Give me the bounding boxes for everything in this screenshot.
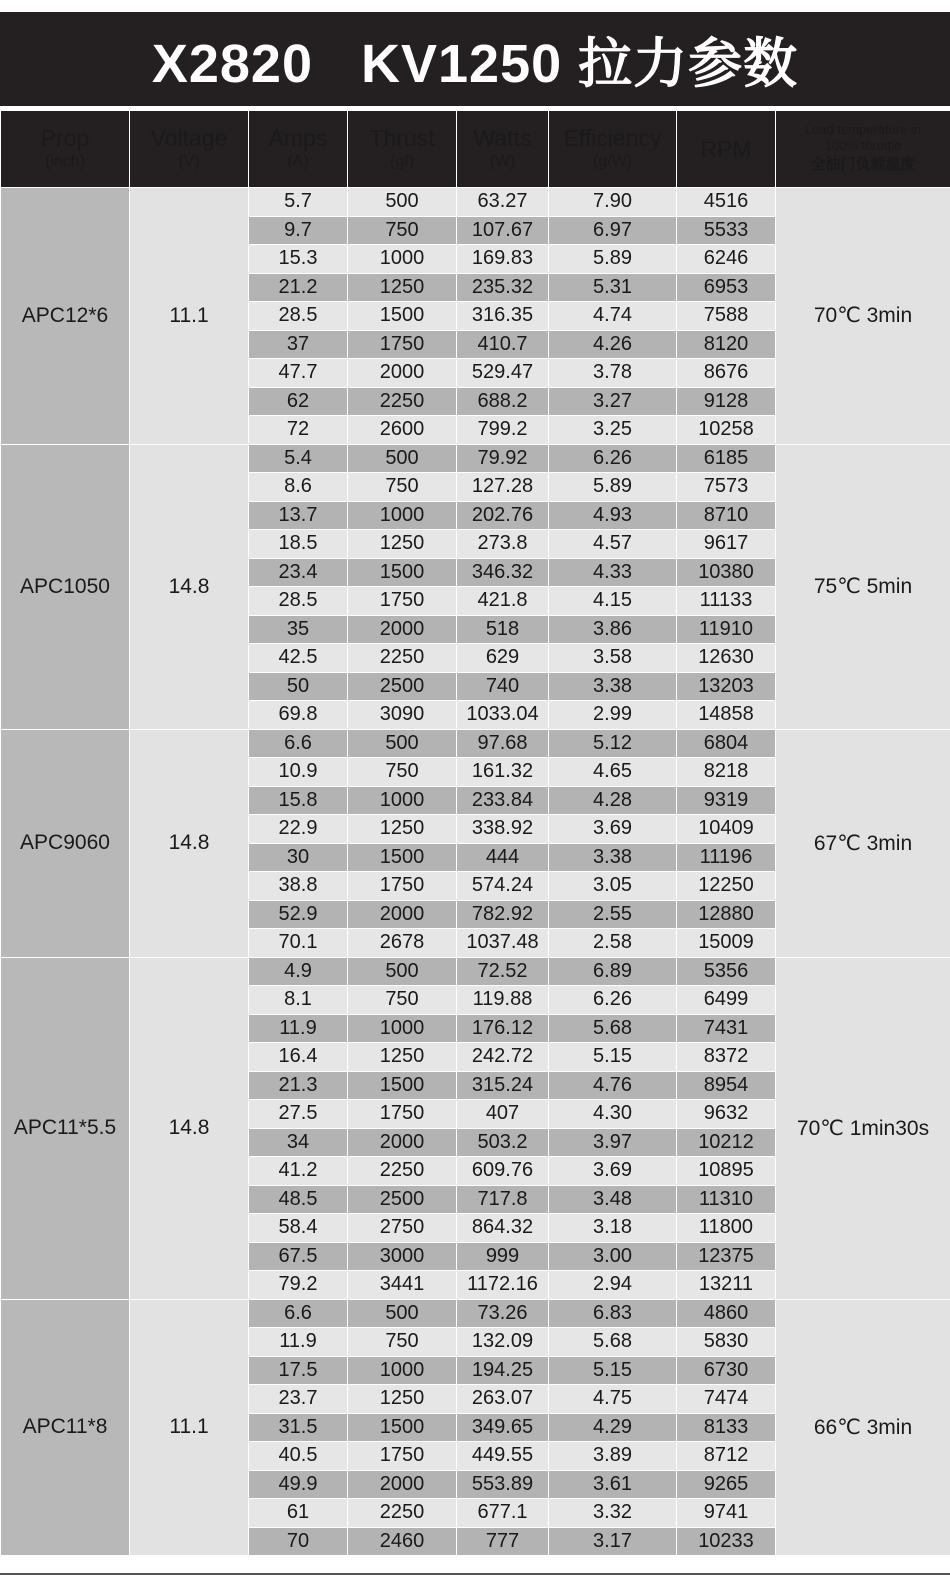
amps-cell: 16.4 xyxy=(249,1043,348,1072)
thrust-cell: 1500 xyxy=(348,1413,457,1442)
thrust-cell: 1750 xyxy=(348,1442,457,1471)
header-prop-unit: (inch) xyxy=(44,153,85,170)
watts-cell: 740 xyxy=(457,672,549,701)
header-prop xyxy=(1,111,130,188)
thrust-cell: 1000 xyxy=(348,786,457,815)
amps-cell: 48.5 xyxy=(249,1185,348,1214)
efficiency-cell: 3.38 xyxy=(549,843,677,872)
amps-cell: 40.5 xyxy=(249,1442,348,1471)
load-temperature-cell: 75℃ 5min xyxy=(776,444,950,729)
efficiency-cell: 3.18 xyxy=(549,1214,677,1243)
amps-cell: 47.7 xyxy=(249,359,348,388)
thrust-cell: 1750 xyxy=(348,330,457,359)
header-load-en-line2: 100% throttle xyxy=(824,138,902,153)
thrust-cell: 500 xyxy=(348,957,457,986)
amps-cell: 41.2 xyxy=(249,1157,348,1186)
watts-cell: 107.67 xyxy=(457,216,549,245)
efficiency-cell: 3.69 xyxy=(549,1157,677,1186)
thrust-cell: 2000 xyxy=(348,1470,457,1499)
rpm-cell: 9128 xyxy=(677,387,776,416)
thrust-cell: 750 xyxy=(348,1328,457,1357)
thrust-cell: 1000 xyxy=(348,1356,457,1385)
watts-cell: 233.84 xyxy=(457,786,549,815)
thrust-cell: 750 xyxy=(348,216,457,245)
prop-cell: APC11*8 xyxy=(1,1299,130,1556)
watts-cell: 629 xyxy=(457,644,549,673)
voltage-cell: 14.8 xyxy=(130,957,249,1299)
watts-cell: 609.76 xyxy=(457,1157,549,1186)
efficiency-cell: 2.58 xyxy=(549,929,677,958)
header-thrust xyxy=(348,111,457,188)
efficiency-cell: 5.89 xyxy=(549,473,677,502)
rpm-cell: 4860 xyxy=(677,1299,776,1328)
amps-cell: 23.4 xyxy=(249,558,348,587)
watts-cell: 864.32 xyxy=(457,1214,549,1243)
efficiency-cell: 3.32 xyxy=(549,1499,677,1528)
efficiency-cell: 4.29 xyxy=(549,1413,677,1442)
efficiency-cell: 6.26 xyxy=(549,444,677,473)
thrust-cell: 1500 xyxy=(348,558,457,587)
efficiency-cell: 4.57 xyxy=(549,530,677,559)
thrust-cell: 2500 xyxy=(348,1185,457,1214)
watts-cell: 503.2 xyxy=(457,1128,549,1157)
efficiency-cell: 3.89 xyxy=(549,1442,677,1471)
thrust-cell: 3000 xyxy=(348,1242,457,1271)
watts-cell: 688.2 xyxy=(457,387,549,416)
efficiency-cell: 4.75 xyxy=(549,1385,677,1414)
amps-cell: 4.9 xyxy=(249,957,348,986)
watts-cell: 677.1 xyxy=(457,1499,549,1528)
rpm-cell: 10233 xyxy=(677,1527,776,1556)
table-body xyxy=(1,188,950,1556)
watts-cell: 444 xyxy=(457,843,549,872)
watts-cell: 316.35 xyxy=(457,302,549,331)
amps-cell: 38.8 xyxy=(249,872,348,901)
watts-cell: 782.92 xyxy=(457,900,549,929)
header-watts xyxy=(457,111,549,188)
thrust-cell: 1750 xyxy=(348,587,457,616)
thrust-cell: 1750 xyxy=(348,872,457,901)
amps-cell: 58.4 xyxy=(249,1214,348,1243)
prop-cell: APC12*6 xyxy=(1,188,130,445)
amps-cell: 22.9 xyxy=(249,815,348,844)
rpm-cell: 7573 xyxy=(677,473,776,502)
rpm-cell: 13203 xyxy=(677,672,776,701)
efficiency-cell: 6.26 xyxy=(549,986,677,1015)
efficiency-cell: 3.00 xyxy=(549,1242,677,1271)
rpm-cell: 10258 xyxy=(677,416,776,445)
thrust-cell: 2678 xyxy=(348,929,457,958)
amps-cell: 70 xyxy=(249,1527,348,1556)
rpm-cell: 9319 xyxy=(677,786,776,815)
watts-cell: 235.32 xyxy=(457,273,549,302)
rpm-cell: 14858 xyxy=(677,701,776,730)
efficiency-cell: 3.38 xyxy=(549,672,677,701)
efficiency-cell: 5.12 xyxy=(549,729,677,758)
header-thrust-unit: (gf) xyxy=(390,153,414,170)
amps-cell: 61 xyxy=(249,1499,348,1528)
watts-cell: 161.32 xyxy=(457,758,549,787)
amps-cell: 18.5 xyxy=(249,530,348,559)
rpm-cell: 8676 xyxy=(677,359,776,388)
thrust-cell: 2500 xyxy=(348,672,457,701)
rpm-cell: 8218 xyxy=(677,758,776,787)
watts-cell: 529.47 xyxy=(457,359,549,388)
efficiency-cell: 6.83 xyxy=(549,1299,677,1328)
rpm-cell: 8133 xyxy=(677,1413,776,1442)
header-efficiency xyxy=(549,111,677,188)
amps-cell: 52.9 xyxy=(249,900,348,929)
voltage-cell: 14.8 xyxy=(130,729,249,957)
rpm-cell: 10380 xyxy=(677,558,776,587)
watts-cell: 273.8 xyxy=(457,530,549,559)
voltage-cell: 14.8 xyxy=(130,444,249,729)
thrust-cell: 750 xyxy=(348,986,457,1015)
watts-cell: 63.27 xyxy=(457,188,549,217)
watts-cell: 194.25 xyxy=(457,1356,549,1385)
header-prop-label: Prop xyxy=(40,125,90,151)
watts-cell: 263.07 xyxy=(457,1385,549,1414)
rpm-cell: 5533 xyxy=(677,216,776,245)
watts-cell: 717.8 xyxy=(457,1185,549,1214)
efficiency-cell: 3.58 xyxy=(549,644,677,673)
efficiency-cell: 4.15 xyxy=(549,587,677,616)
thrust-cell: 1250 xyxy=(348,530,457,559)
amps-cell: 5.4 xyxy=(249,444,348,473)
efficiency-cell: 3.05 xyxy=(549,872,677,901)
efficiency-cell: 3.27 xyxy=(549,387,677,416)
thrust-cell: 3441 xyxy=(348,1271,457,1300)
efficiency-cell: 4.76 xyxy=(549,1071,677,1100)
rpm-cell: 13211 xyxy=(677,1271,776,1300)
rpm-cell: 11310 xyxy=(677,1185,776,1214)
rpm-cell: 12880 xyxy=(677,900,776,929)
header-row xyxy=(1,111,950,188)
amps-cell: 17.5 xyxy=(249,1356,348,1385)
header-watts-label: Watts xyxy=(473,125,532,151)
thrust-cell: 1500 xyxy=(348,1071,457,1100)
efficiency-cell: 5.15 xyxy=(549,1043,677,1072)
table-row xyxy=(1,188,950,217)
amps-cell: 21.3 xyxy=(249,1071,348,1100)
efficiency-cell: 7.90 xyxy=(549,188,677,217)
efficiency-cell: 4.30 xyxy=(549,1100,677,1129)
header-load-temperature xyxy=(776,111,950,188)
amps-cell: 6.6 xyxy=(249,1299,348,1328)
thrust-cell: 500 xyxy=(348,729,457,758)
amps-cell: 9.7 xyxy=(249,216,348,245)
watts-cell: 553.89 xyxy=(457,1470,549,1499)
thrust-cell: 2000 xyxy=(348,900,457,929)
rpm-cell: 11133 xyxy=(677,587,776,616)
efficiency-cell: 3.97 xyxy=(549,1128,677,1157)
thrust-data-table xyxy=(0,110,950,1556)
thrust-cell: 1000 xyxy=(348,501,457,530)
watts-cell: 449.55 xyxy=(457,1442,549,1471)
rpm-cell: 6499 xyxy=(677,986,776,1015)
rpm-cell: 11196 xyxy=(677,843,776,872)
rpm-cell: 12375 xyxy=(677,1242,776,1271)
amps-cell: 8.6 xyxy=(249,473,348,502)
amps-cell: 15.8 xyxy=(249,786,348,815)
watts-cell: 777 xyxy=(457,1527,549,1556)
amps-cell: 50 xyxy=(249,672,348,701)
rpm-cell: 4516 xyxy=(677,188,776,217)
amps-cell: 42.5 xyxy=(249,644,348,673)
thrust-cell: 1250 xyxy=(348,1385,457,1414)
amps-cell: 34 xyxy=(249,1128,348,1157)
amps-cell: 23.7 xyxy=(249,1385,348,1414)
thrust-cell: 2250 xyxy=(348,644,457,673)
efficiency-cell: 5.68 xyxy=(549,1014,677,1043)
load-temperature-cell: 67℃ 3min xyxy=(776,729,950,957)
amps-cell: 21.2 xyxy=(249,273,348,302)
watts-cell: 574.24 xyxy=(457,872,549,901)
thrust-cell: 2000 xyxy=(348,615,457,644)
thrust-cell: 3090 xyxy=(348,701,457,730)
thrust-cell: 500 xyxy=(348,444,457,473)
amps-cell: 70.1 xyxy=(249,929,348,958)
thrust-cell: 1000 xyxy=(348,1014,457,1043)
rpm-cell: 8954 xyxy=(677,1071,776,1100)
thrust-cell: 750 xyxy=(348,473,457,502)
header-amps xyxy=(249,111,348,188)
amps-cell: 8.1 xyxy=(249,986,348,1015)
efficiency-cell: 5.31 xyxy=(549,273,677,302)
page-title: X2820 KV1250 拉力参数 xyxy=(0,12,950,106)
amps-cell: 69.8 xyxy=(249,701,348,730)
efficiency-cell: 2.94 xyxy=(549,1271,677,1300)
rpm-cell: 8372 xyxy=(677,1043,776,1072)
table-row xyxy=(1,1299,950,1328)
voltage-cell: 11.1 xyxy=(130,1299,249,1556)
efficiency-cell: 3.69 xyxy=(549,815,677,844)
header-voltage-unit: (V) xyxy=(178,153,200,170)
amps-cell: 30 xyxy=(249,843,348,872)
amps-cell: 11.9 xyxy=(249,1014,348,1043)
header-voltage-label: Voltage xyxy=(150,125,228,151)
amps-cell: 10.9 xyxy=(249,758,348,787)
header-voltage xyxy=(130,111,249,188)
thrust-cell: 1250 xyxy=(348,273,457,302)
header-rpm-label: RPM xyxy=(700,136,752,162)
table-row xyxy=(1,444,950,473)
rpm-cell: 10212 xyxy=(677,1128,776,1157)
watts-cell: 72.52 xyxy=(457,957,549,986)
efficiency-cell: 4.28 xyxy=(549,786,677,815)
efficiency-cell: 3.86 xyxy=(549,615,677,644)
thrust-cell: 1250 xyxy=(348,1043,457,1072)
amps-cell: 6.6 xyxy=(249,729,348,758)
efficiency-cell: 4.26 xyxy=(549,330,677,359)
watts-cell: 799.2 xyxy=(457,416,549,445)
thrust-cell: 2250 xyxy=(348,1157,457,1186)
rpm-cell: 8710 xyxy=(677,501,776,530)
watts-cell: 1033.04 xyxy=(457,701,549,730)
thrust-cell: 2750 xyxy=(348,1214,457,1243)
header-efficiency-unit: (g/W) xyxy=(592,153,633,170)
watts-cell: 349.65 xyxy=(457,1413,549,1442)
watts-cell: 999 xyxy=(457,1242,549,1271)
amps-cell: 31.5 xyxy=(249,1413,348,1442)
rpm-cell: 9741 xyxy=(677,1499,776,1528)
watts-cell: 73.26 xyxy=(457,1299,549,1328)
watts-cell: 127.28 xyxy=(457,473,549,502)
watts-cell: 518 xyxy=(457,615,549,644)
amps-cell: 79.2 xyxy=(249,1271,348,1300)
amps-cell: 28.5 xyxy=(249,587,348,616)
amps-cell: 62 xyxy=(249,387,348,416)
load-temperature-cell: 66℃ 3min xyxy=(776,1299,950,1556)
load-temperature-cell: 70℃ 3min xyxy=(776,188,950,445)
amps-cell: 67.5 xyxy=(249,1242,348,1271)
rpm-cell: 5356 xyxy=(677,957,776,986)
efficiency-cell: 3.61 xyxy=(549,1470,677,1499)
rpm-cell: 8712 xyxy=(677,1442,776,1471)
prop-cell: APC1050 xyxy=(1,444,130,729)
efficiency-cell: 3.78 xyxy=(549,359,677,388)
rpm-cell: 7588 xyxy=(677,302,776,331)
amps-cell: 28.5 xyxy=(249,302,348,331)
efficiency-cell: 2.55 xyxy=(549,900,677,929)
thrust-cell: 2460 xyxy=(348,1527,457,1556)
watts-cell: 1037.48 xyxy=(457,929,549,958)
watts-cell: 338.92 xyxy=(457,815,549,844)
rpm-cell: 9617 xyxy=(677,530,776,559)
load-temperature-cell: 70℃ 1min30s xyxy=(776,957,950,1299)
efficiency-cell: 5.89 xyxy=(549,245,677,274)
rpm-cell: 12250 xyxy=(677,872,776,901)
efficiency-cell: 6.89 xyxy=(549,957,677,986)
rpm-cell: 7474 xyxy=(677,1385,776,1414)
amps-cell: 11.9 xyxy=(249,1328,348,1357)
table-bottom-rule xyxy=(0,1573,950,1575)
watts-cell: 346.32 xyxy=(457,558,549,587)
prop-cell: APC11*5.5 xyxy=(1,957,130,1299)
watts-cell: 79.92 xyxy=(457,444,549,473)
thrust-cell: 750 xyxy=(348,758,457,787)
rpm-cell: 11800 xyxy=(677,1214,776,1243)
header-load-en-line1: Load temperature in xyxy=(804,122,922,137)
thrust-cell: 1500 xyxy=(348,302,457,331)
amps-cell: 13.7 xyxy=(249,501,348,530)
rpm-cell: 6185 xyxy=(677,444,776,473)
thrust-cell: 1250 xyxy=(348,815,457,844)
thrust-cell: 2250 xyxy=(348,1499,457,1528)
rpm-cell: 10895 xyxy=(677,1157,776,1186)
thrust-cell: 1000 xyxy=(348,245,457,274)
amps-cell: 37 xyxy=(249,330,348,359)
header-load-cn: 全油门负载温度 xyxy=(810,156,916,173)
efficiency-cell: 5.68 xyxy=(549,1328,677,1357)
rpm-cell: 6804 xyxy=(677,729,776,758)
watts-cell: 169.83 xyxy=(457,245,549,274)
efficiency-cell: 3.17 xyxy=(549,1527,677,1556)
efficiency-cell: 2.99 xyxy=(549,701,677,730)
amps-cell: 27.5 xyxy=(249,1100,348,1129)
table-row xyxy=(1,957,950,986)
rpm-cell: 9265 xyxy=(677,1470,776,1499)
header-thrust-label: Thrust xyxy=(369,125,435,151)
rpm-cell: 15009 xyxy=(677,929,776,958)
watts-cell: 119.88 xyxy=(457,986,549,1015)
amps-cell: 35 xyxy=(249,615,348,644)
prop-cell: APC9060 xyxy=(1,729,130,957)
table-row xyxy=(1,729,950,758)
watts-cell: 410.7 xyxy=(457,330,549,359)
rpm-cell: 9632 xyxy=(677,1100,776,1129)
amps-cell: 5.7 xyxy=(249,188,348,217)
rpm-cell: 12630 xyxy=(677,644,776,673)
rpm-cell: 6953 xyxy=(677,273,776,302)
efficiency-cell: 4.93 xyxy=(549,501,677,530)
thrust-cell: 2600 xyxy=(348,416,457,445)
amps-cell: 72 xyxy=(249,416,348,445)
header-rpm xyxy=(677,111,776,188)
amps-cell: 49.9 xyxy=(249,1470,348,1499)
rpm-cell: 6730 xyxy=(677,1356,776,1385)
rpm-cell: 10409 xyxy=(677,815,776,844)
watts-cell: 242.72 xyxy=(457,1043,549,1072)
rpm-cell: 7431 xyxy=(677,1014,776,1043)
watts-cell: 1172.16 xyxy=(457,1271,549,1300)
watts-cell: 202.76 xyxy=(457,501,549,530)
watts-cell: 132.09 xyxy=(457,1328,549,1357)
rpm-cell: 8120 xyxy=(677,330,776,359)
header-amps-label: Amps xyxy=(268,125,328,151)
thrust-cell: 2000 xyxy=(348,359,457,388)
efficiency-cell: 3.25 xyxy=(549,416,677,445)
watts-cell: 407 xyxy=(457,1100,549,1129)
thrust-cell: 500 xyxy=(348,188,457,217)
watts-cell: 421.8 xyxy=(457,587,549,616)
efficiency-cell: 5.15 xyxy=(549,1356,677,1385)
header-amps-unit: (A) xyxy=(287,153,309,170)
thrust-cell: 1750 xyxy=(348,1100,457,1129)
efficiency-cell: 4.74 xyxy=(549,302,677,331)
watts-cell: 176.12 xyxy=(457,1014,549,1043)
efficiency-cell: 6.97 xyxy=(549,216,677,245)
thrust-cell: 2250 xyxy=(348,387,457,416)
efficiency-cell: 3.48 xyxy=(549,1185,677,1214)
thrust-cell: 1500 xyxy=(348,843,457,872)
rpm-cell: 6246 xyxy=(677,245,776,274)
thrust-cell: 2000 xyxy=(348,1128,457,1157)
efficiency-cell: 4.65 xyxy=(549,758,677,787)
amps-cell: 15.3 xyxy=(249,245,348,274)
header-watts-unit: (W) xyxy=(489,153,516,170)
thrust-cell: 500 xyxy=(348,1299,457,1328)
header-efficiency-label: Efficiency xyxy=(563,125,662,151)
voltage-cell: 11.1 xyxy=(130,188,249,445)
rpm-cell: 5830 xyxy=(677,1328,776,1357)
rpm-cell: 11910 xyxy=(677,615,776,644)
watts-cell: 315.24 xyxy=(457,1071,549,1100)
efficiency-cell: 4.33 xyxy=(549,558,677,587)
watts-cell: 97.68 xyxy=(457,729,549,758)
